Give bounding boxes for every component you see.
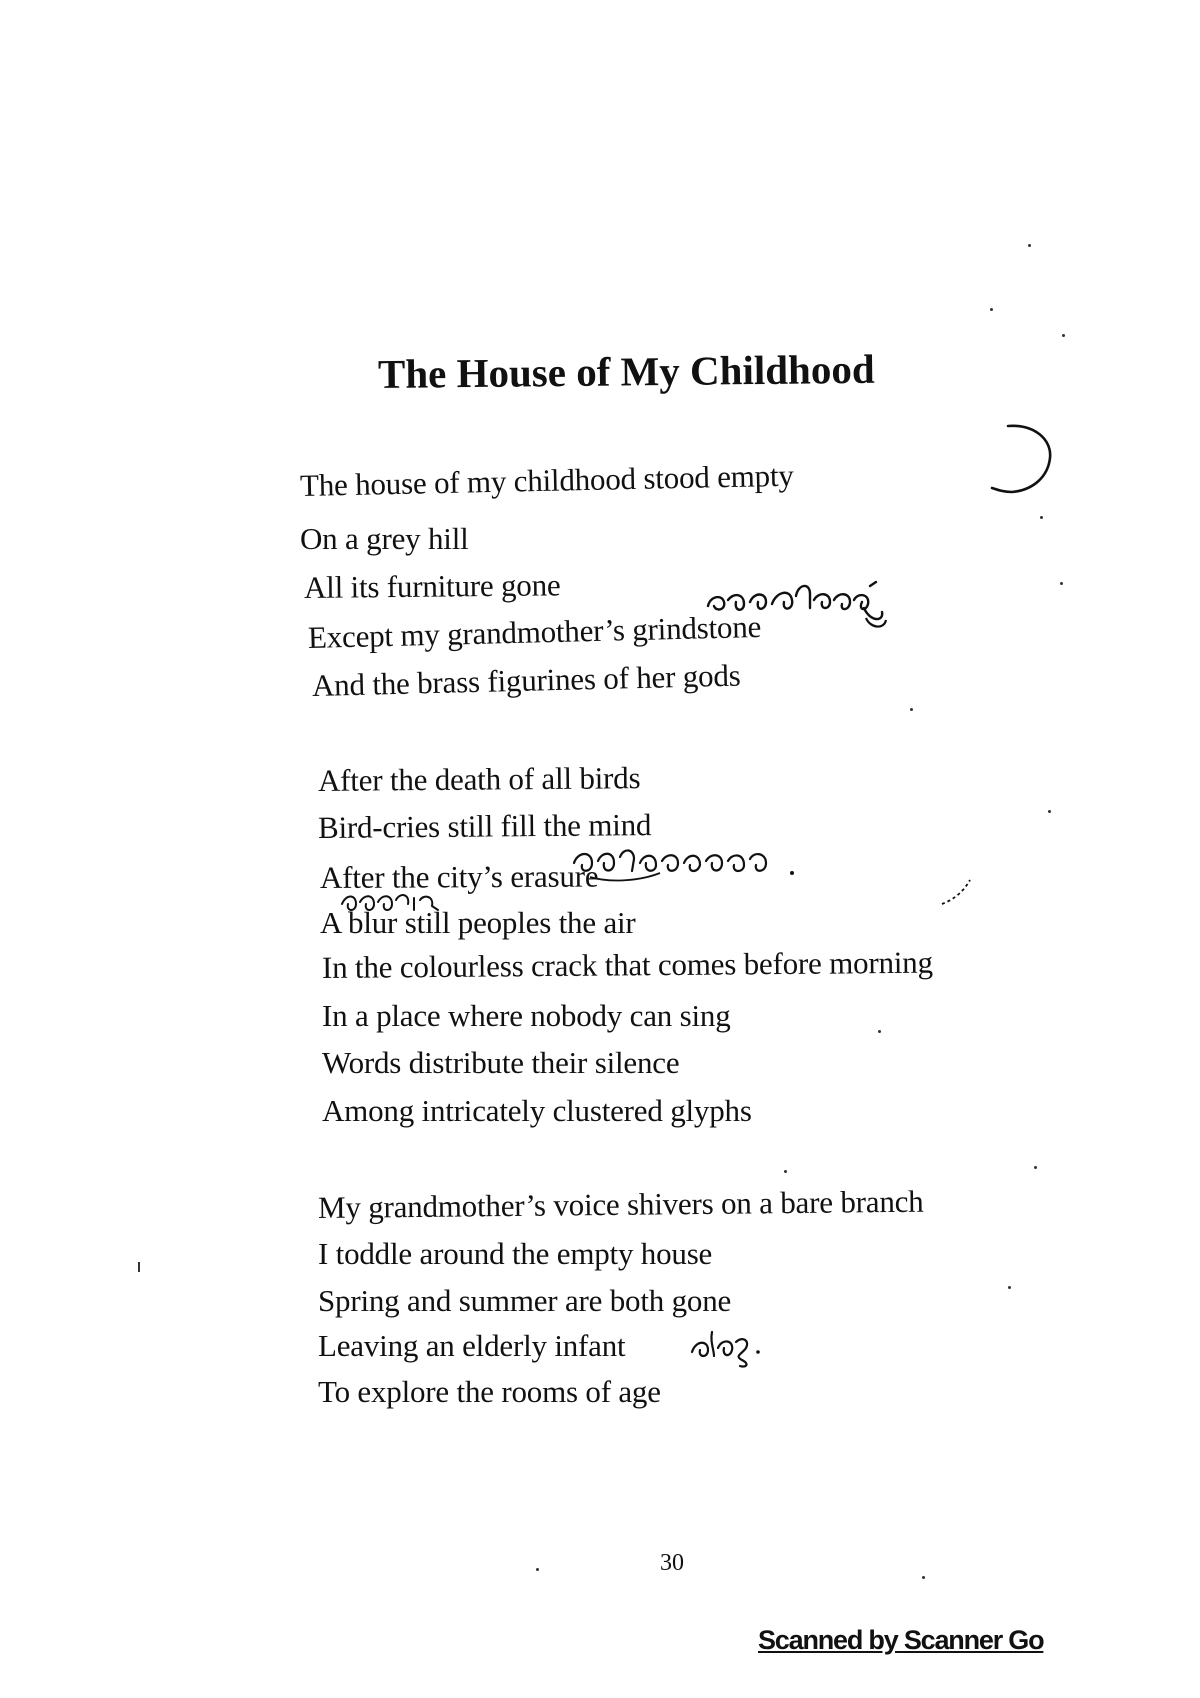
stanza2-line-8: Among intricately clustered glyphs bbox=[322, 1093, 752, 1128]
scan-speck bbox=[1040, 516, 1043, 519]
stanza2-line-3: After the city’s erasure bbox=[319, 858, 599, 895]
handwritten-note-blur bbox=[338, 888, 448, 918]
stanza1-line-2: On a grey hill bbox=[300, 521, 469, 556]
stanza1-line-5: And the brass figurines of her gods bbox=[311, 657, 741, 703]
stanza2-line-1: After the death of all birds bbox=[317, 760, 641, 798]
stanza3-line-3: Spring and summer are both gone bbox=[318, 1283, 732, 1318]
scan-speck bbox=[1048, 810, 1051, 813]
poem-title: The House of My Childhood bbox=[377, 345, 875, 397]
stanza1-line-3: All its furniture gone bbox=[303, 567, 561, 605]
scanner-watermark: Scanned by Scanner Go bbox=[758, 1625, 1044, 1655]
stanza1-line-4: Except my grandmother’s grindstone bbox=[307, 608, 762, 655]
scan-speck bbox=[1062, 334, 1065, 337]
scan-speck bbox=[1028, 244, 1031, 247]
stanza2-line-7: Words distribute their silence bbox=[322, 1045, 680, 1080]
handwritten-tick-marks bbox=[938, 874, 978, 908]
scan-speck bbox=[1034, 1166, 1037, 1169]
scan-speck bbox=[536, 1568, 539, 1571]
stanza3-line-4: Leaving an elderly infant bbox=[318, 1328, 626, 1363]
stanza1-line-1: The house of my childhood stood empty bbox=[299, 457, 794, 503]
stanza2-line-5: In the colourless crack that comes before morning bbox=[321, 944, 933, 985]
stanza2-line-6: In a place where nobody can sing bbox=[322, 998, 731, 1033]
handwritten-note-infant bbox=[688, 1326, 760, 1370]
stanza2-line-4: A blur still peoples the air bbox=[320, 905, 636, 940]
scan-speck bbox=[910, 708, 913, 711]
stanza3-line-2: I toddle around the empty house bbox=[318, 1236, 713, 1271]
stanza3-line-5: To explore the rooms of age bbox=[318, 1374, 661, 1409]
page-number: 30 bbox=[660, 1550, 684, 1576]
scan-speck bbox=[1008, 1286, 1011, 1289]
scan-speck bbox=[138, 1262, 140, 1272]
stanza2-line-2: Bird-cries still fill the mind bbox=[317, 807, 652, 845]
scan-speck bbox=[784, 1170, 787, 1173]
handwritten-note-erasure bbox=[570, 843, 850, 893]
scan-speck bbox=[1060, 582, 1063, 585]
scan-speck bbox=[990, 308, 993, 311]
handwritten-note-grindstone bbox=[700, 578, 910, 640]
scan-speck bbox=[878, 1030, 881, 1033]
stanza3-line-1: My grandmother’s voice shivers on a bare branch bbox=[317, 1183, 924, 1225]
handwritten-bracket-mark bbox=[990, 418, 1060, 498]
scan-speck bbox=[922, 1576, 925, 1579]
